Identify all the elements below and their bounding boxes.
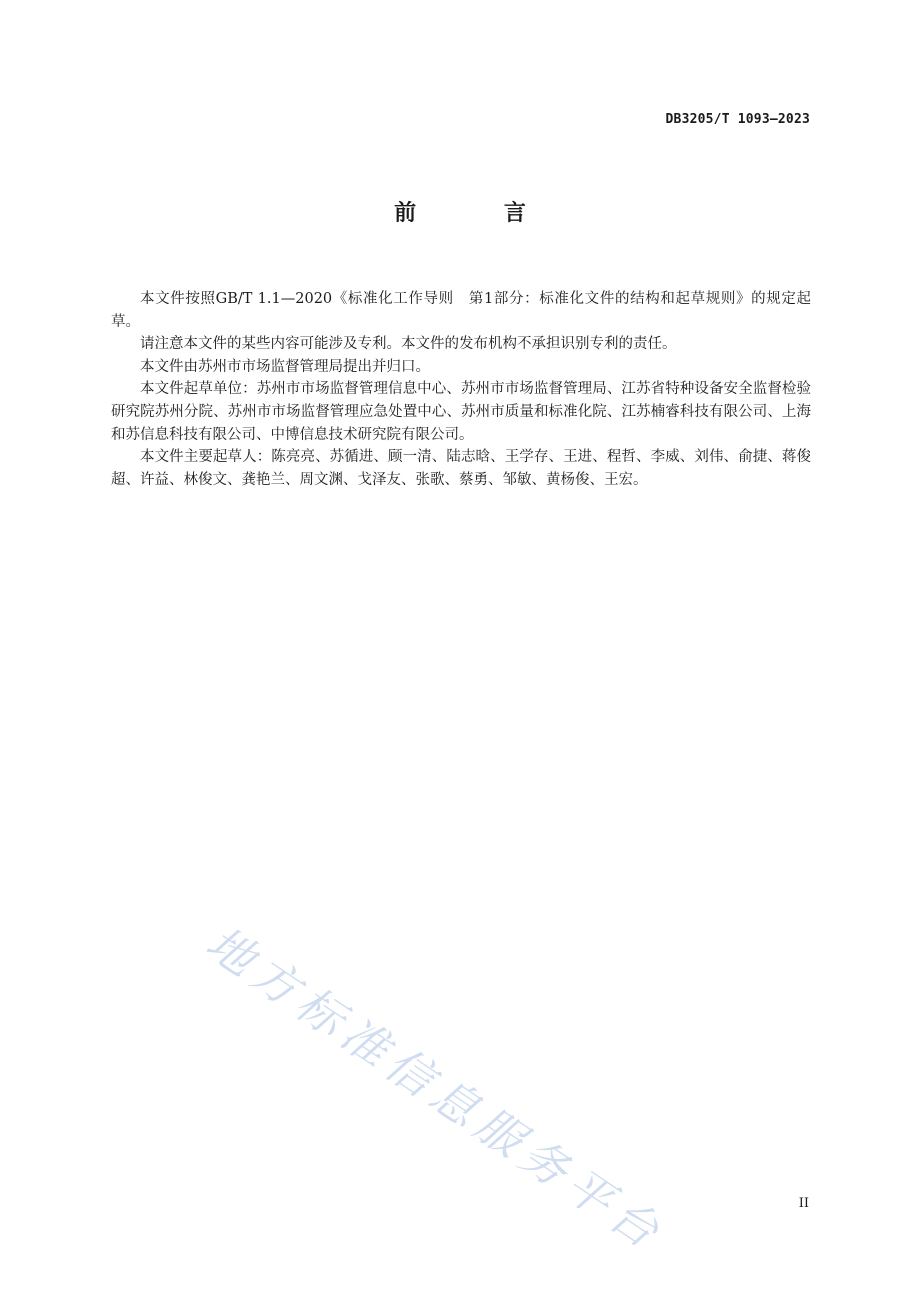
paragraph-proposer: 本文件由苏州市市场监督管理局提出并归口。 [140, 358, 430, 375]
section-title: 前 言 [394, 201, 566, 226]
paragraph-patent-notice: 请注意本文件的某些内容可能涉及专利。本文件的发布机构不承担识别专利的责任。 [140, 336, 677, 353]
paragraph-drafters: 本文件主要起草人：陈亮亮、苏循进、顾一清、陆志晗、王学存、王进、程哲、李威、刘伟、俞捷、蒋俊超、许益、林俊文、龚艳兰、周文渊、戈泽友、张歌、蔡勇、邹敏、黄杨俊、王宏。 [111, 449, 811, 488]
paragraph-drafting-rules: 本文件按照GB/T 1.1—2020《标准化工作导则 第1部分：标准化文件的结构和起草规则》的规定起草。 [111, 291, 811, 330]
watermark: 地方标准信息服务平台 [196, 915, 675, 1263]
page-number: II [798, 1196, 809, 1211]
foreword-body [111, 288, 811, 491]
paragraph-drafting-units: 本文件起草单位：苏州市市场监督管理信息中心、苏州市市场监督管理局、江苏省特种设备安全监督检验研究院苏州分院、苏州市市场监督管理应急处置中心、苏州市质量和标准化院、江苏楠睿科技有限公司、上海和苏信息科技有限公司、中博信息技术研究院有限公司。 [111, 381, 811, 443]
document-code: DB3205/T 1093—2023 [665, 112, 810, 127]
